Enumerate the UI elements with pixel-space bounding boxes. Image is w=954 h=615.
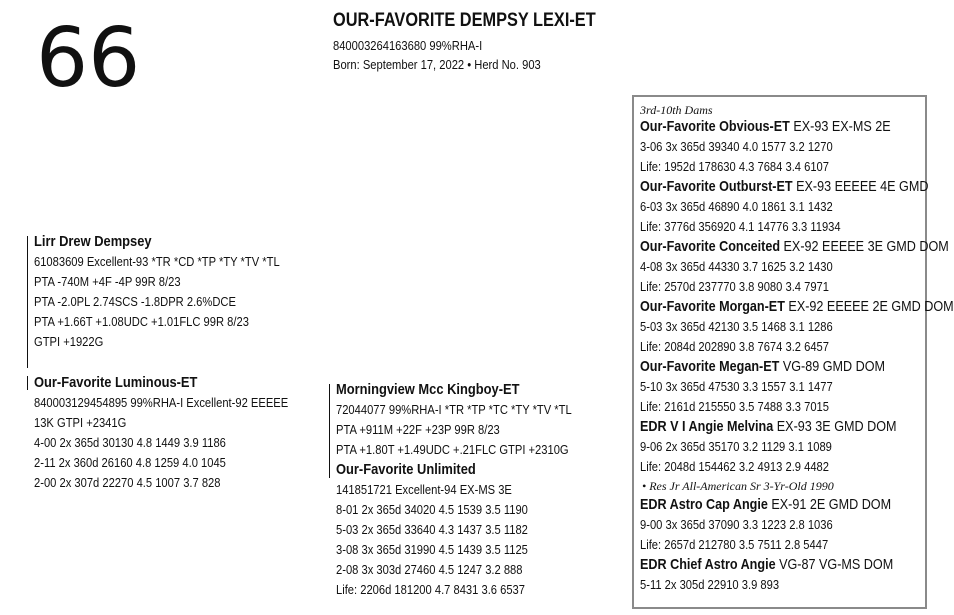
dam-entry-lifetime: Life: 2048d 154462 3.2 4913 2.9 4482 bbox=[640, 459, 829, 474]
dam-entry-classification: VG-89 GMD DOM bbox=[779, 358, 886, 375]
dam-entry-label: EDR Chief Astro Angie bbox=[640, 556, 776, 573]
dam-entry-label: EDR V I Angie Melvina bbox=[640, 418, 774, 435]
dam-entry-lifetime: Life: 2084d 202890 3.8 7674 3.2 6457 bbox=[640, 339, 829, 354]
lot-number: 66 bbox=[36, 11, 141, 106]
birth-info: Born: September 17, 2022 • Herd No. 903 bbox=[333, 57, 541, 72]
maternal-grandsire-detail: PTA +911M +22F +23P 99R 8/23 bbox=[336, 422, 500, 437]
dam-entry-lifetime: Life: 1952d 178630 4.3 7684 3.4 6107 bbox=[640, 159, 829, 174]
granddam-detail: 141851721 Excellent-94 EX-MS 3E bbox=[336, 482, 512, 497]
maternal-grandsire-detail: 72044077 99%RHA-I *TR *TP *TC *TY *TV *TL bbox=[336, 402, 572, 417]
dam-detail: 840003129454895 99%RHA-I Excellent-92 EEEEE bbox=[34, 395, 289, 410]
animal-id: 840003264163680 99%RHA-I bbox=[333, 38, 483, 53]
dam-entry-name bbox=[640, 357, 886, 377]
extended-dams-box bbox=[632, 95, 954, 609]
sire-bracket bbox=[27, 236, 28, 368]
dam-entry-record: 3-06 3x 365d 39340 4.0 1577 3.2 1270 bbox=[640, 139, 833, 154]
dam-entry-classification: EX-93 3E GMD DOM bbox=[773, 418, 897, 435]
dam-entry-name bbox=[640, 237, 949, 257]
dam-entry-name bbox=[640, 297, 954, 317]
dam-name: Our-Favorite Luminous-ET bbox=[34, 374, 198, 391]
sire-detail: PTA +1.66T +1.08UDC +1.01FLC 99R 8/23 bbox=[34, 314, 249, 329]
dam-entry-classification: VG-87 VG-MS DOM bbox=[775, 556, 894, 573]
maternal-grandsire-detail: PTA +1.80T +1.49UDC +.21FLC GTPI +2310G bbox=[336, 442, 569, 457]
granddam-record: 2-08 3x 303d 27460 4.5 1247 3.2 888 bbox=[336, 562, 523, 577]
dam-entry-record: 4-08 3x 365d 44330 3.7 1625 3.2 1430 bbox=[640, 259, 833, 274]
dam-entry-label: Our-Favorite Megan-ET bbox=[640, 358, 780, 375]
maternal-grandsire-name: Morningview Mcc Kingboy-ET bbox=[336, 381, 520, 398]
dam-entry-lifetime: Life: 2657d 212780 3.5 7511 2.8 5447 bbox=[640, 537, 829, 552]
sire-detail: PTA -740M +4F -4P 99R 8/23 bbox=[34, 274, 181, 289]
sire-detail: GTPI +1922G bbox=[34, 334, 104, 349]
dam-entry-record: 5-03 3x 365d 42130 3.5 1468 3.1 1286 bbox=[640, 319, 833, 334]
dam-entry-classification: EX-93 EX-MS 2E bbox=[789, 118, 891, 135]
dam-entry-label: EDR Astro Cap Angie bbox=[640, 496, 768, 513]
dam-entry-record: 9-00 3x 365d 37090 3.3 1223 2.8 1036 bbox=[640, 517, 833, 532]
dam-entry-record: 9-06 2x 365d 35170 3.2 1129 3.1 1089 bbox=[640, 439, 832, 454]
dam-record: 2-00 2x 307d 22270 4.5 1007 3.7 828 bbox=[34, 475, 221, 490]
sire-detail: 61083609 Excellent-93 *TR *CD *TP *TY *TV *TL bbox=[34, 254, 280, 269]
dam-detail: 13K GTPI +2341G bbox=[34, 415, 127, 430]
dam-record: 2-11 2x 360d 26160 4.8 1259 4.0 1045 bbox=[34, 455, 226, 470]
sire-section bbox=[34, 232, 320, 352]
dam-entry-classification: EX-92 EEEEE 2E GMD DOM bbox=[784, 298, 954, 315]
dam-entry-classification: EX-93 EEEEE 4E GMD bbox=[792, 178, 929, 195]
dam-entry-label: Our-Favorite Outburst-ET bbox=[640, 178, 793, 195]
dam-entry-record: 5-11 2x 305d 22910 3.9 893 bbox=[640, 577, 780, 592]
granddam-lifetime: Life: 2206d 181200 4.7 8431 3.6 6537 bbox=[336, 582, 525, 597]
dam-entry-classification: EX-92 EEEEE 3E GMD DOM bbox=[780, 238, 949, 255]
dam-entry-award-note: • Res Jr All-American Sr 3-Yr-Old 1990 bbox=[642, 479, 834, 493]
granddam-name: Our-Favorite Unlimited bbox=[336, 461, 476, 478]
granddam-record: 8-01 2x 365d 34020 4.5 1539 3.5 1190 bbox=[336, 502, 528, 517]
dam-entry-lifetime: Life: 2570d 237770 3.8 9080 3.4 7971 bbox=[640, 279, 829, 294]
granddam-record: 5-03 2x 365d 33640 4.3 1437 3.5 1182 bbox=[336, 522, 528, 537]
dam-entry-name bbox=[640, 177, 929, 197]
dam-record: 4-00 2x 365d 30130 4.8 1449 3.9 1186 bbox=[34, 435, 226, 450]
dam-entry-label: Our-Favorite Obvious-ET bbox=[640, 118, 790, 135]
dam-entry-name bbox=[640, 555, 894, 575]
dam-entry-lifetime: Life: 3776d 356920 4.1 14776 3.3 11934 bbox=[640, 219, 841, 234]
dam-section bbox=[34, 373, 330, 493]
dam-entry-classification: EX-91 2E GMD DOM bbox=[767, 496, 892, 513]
granddam-record: 3-08 3x 365d 31990 4.5 1439 3.5 1125 bbox=[336, 542, 528, 557]
dam-entry-name bbox=[640, 495, 892, 515]
maternal-side-section bbox=[336, 380, 610, 600]
sire-detail: PTA -2.0PL 2.74SCS -1.8DPR 2.6%DCE bbox=[34, 294, 236, 309]
animal-name: OUR-FAVORITE DEMPSY LEXI-ET bbox=[333, 10, 596, 31]
dam-entry-label: Our-Favorite Conceited bbox=[640, 238, 781, 255]
dam-entry-record: 6-03 3x 365d 46890 4.0 1861 3.1 1432 bbox=[640, 199, 833, 214]
dams-box-title: 3rd-10th Dams bbox=[640, 103, 713, 117]
dam-entry-record: 5-10 3x 365d 47530 3.3 1557 3.1 1477 bbox=[640, 379, 833, 394]
dam-entry-lifetime: Life: 2161d 215550 3.5 7488 3.3 7015 bbox=[640, 399, 829, 414]
dam-bracket bbox=[27, 376, 28, 390]
dam-entry-name bbox=[640, 117, 891, 137]
dam-entry-label: Our-Favorite Morgan-ET bbox=[640, 298, 785, 315]
dam-entry-name bbox=[640, 417, 897, 437]
sire-name: Lirr Drew Dempsey bbox=[34, 233, 152, 250]
